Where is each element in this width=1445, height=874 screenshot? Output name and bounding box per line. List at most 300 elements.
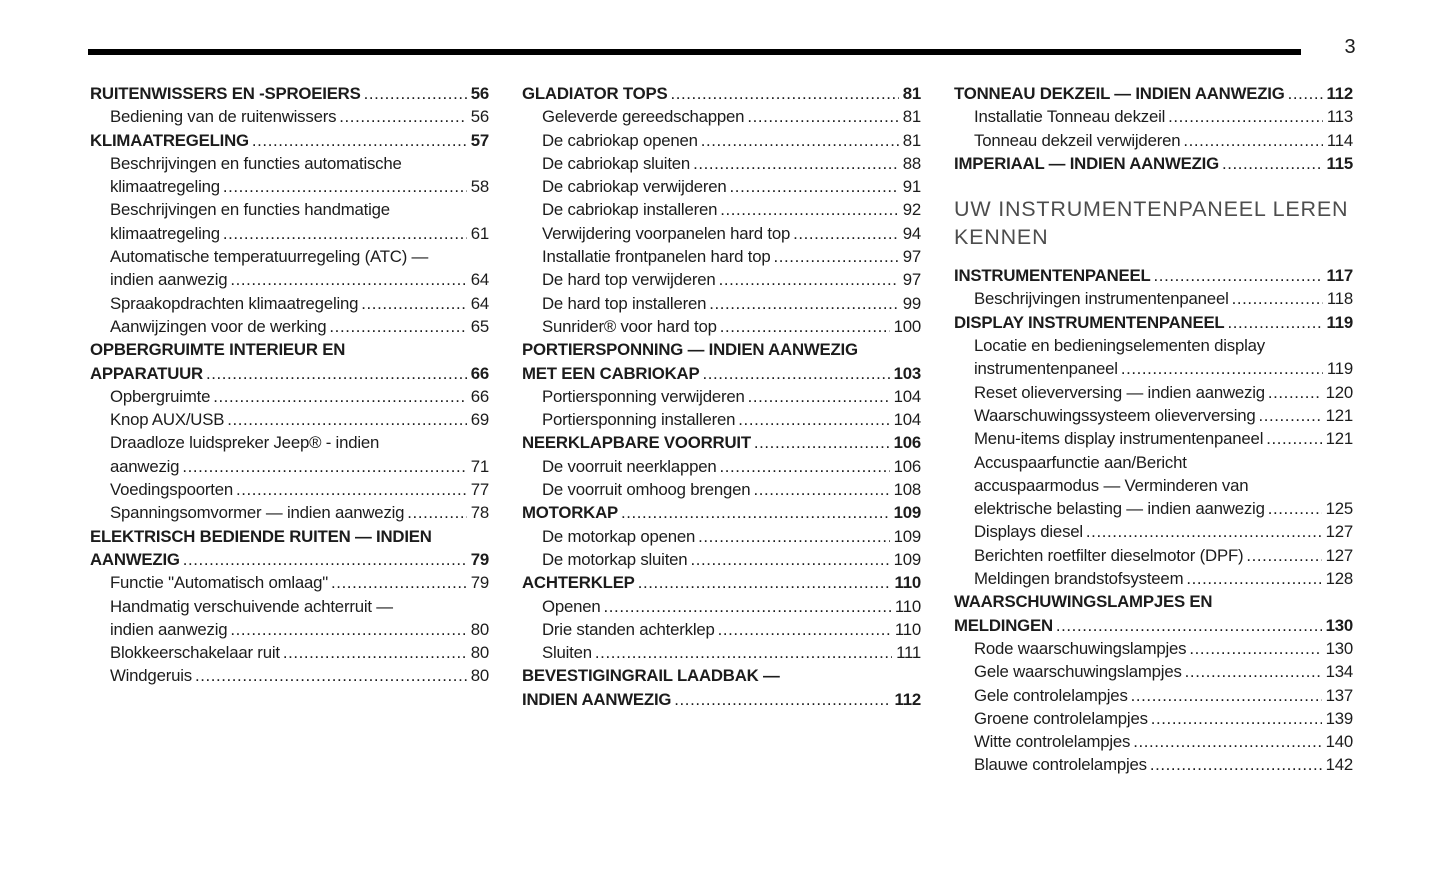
toc-entry: [90, 315, 489, 338]
toc-entry-line: [542, 595, 921, 618]
dot-leader: [182, 455, 466, 478]
toc-entry-page: 134: [1325, 662, 1353, 682]
toc-entry-line: [954, 82, 1353, 105]
toc-entry: [954, 684, 1353, 707]
dot-leader: [206, 362, 467, 385]
toc-entry-page: 111: [896, 643, 921, 663]
toc-entry-line: [954, 590, 1353, 613]
dot-leader: [720, 315, 890, 338]
toc-entry: [954, 520, 1353, 543]
toc-entry-text: Gele waarschuwingslampjes: [974, 662, 1182, 682]
toc-entry-line: [110, 315, 489, 338]
toc-entry-page: 127: [1325, 522, 1353, 542]
toc-entry-line: [522, 82, 921, 105]
toc-entry-text: ELEKTRISCH BEDIENDE RUITEN — INDIEN: [90, 526, 432, 546]
dot-leader: [720, 198, 898, 221]
dot-leader: [730, 175, 899, 198]
toc-entry-text: Witte controlelampjes: [974, 732, 1131, 752]
toc-entry-text: Spanningsomvormer — indien aanwezig: [110, 503, 405, 523]
toc-entry: [522, 478, 921, 501]
toc-entry-page: 56: [470, 107, 489, 127]
toc-entry-page: 119: [1326, 359, 1353, 379]
toc-entry-line: [110, 105, 489, 128]
toc-entry-text: Verwijdering voorpanelen hard top: [542, 223, 791, 243]
dot-leader: [1154, 264, 1323, 287]
toc-entry: [522, 152, 921, 175]
toc-entry-text: Installatie frontpanelen hard top: [542, 247, 771, 267]
toc-entry-page: 125: [1325, 499, 1353, 519]
toc-entry-line: [974, 753, 1353, 776]
toc-entry-page: 97: [902, 247, 921, 267]
dot-leader: [674, 688, 890, 711]
toc-entry-line: [110, 641, 489, 664]
toc-entry: [522, 408, 921, 431]
toc-entry-text: PORTIERSPONNING — INDIEN AANWEZIG: [522, 340, 858, 360]
toc-entry-text: NEERKLAPBARE VOORRUIT: [522, 433, 751, 453]
toc-entry: [90, 501, 489, 524]
toc-entry-line: [542, 245, 921, 268]
toc-entry-page: 110: [894, 619, 921, 639]
toc-entry-line: [954, 224, 1353, 252]
toc-entry-text: ACHTERKLEP: [522, 573, 635, 593]
toc-entry-page: 119: [1326, 312, 1353, 332]
dot-leader: [1228, 311, 1323, 334]
toc-entry-page: 56: [470, 84, 489, 103]
section-heading: [954, 196, 1353, 251]
toc-entry-page: 79: [470, 549, 489, 569]
toc-entry: [90, 431, 489, 478]
dot-leader: [690, 548, 889, 571]
toc-entry: [522, 292, 921, 315]
toc-entry-line: [974, 381, 1353, 404]
dot-leader: [718, 618, 891, 641]
toc-entry-line: [974, 129, 1353, 152]
toc-entry: [522, 245, 921, 268]
toc-entry-line: [542, 641, 921, 664]
toc-entry: [522, 455, 921, 478]
dot-leader: [1268, 381, 1322, 404]
toc-entry: [954, 82, 1353, 105]
dot-leader: [748, 385, 890, 408]
toc-entry-page: 58: [470, 177, 489, 197]
toc-entry-text: Reset olieverversing — indien aanwezig: [974, 382, 1265, 402]
toc-entry-text: Drie standen achterklep: [542, 619, 715, 639]
toc-entry-page: 120: [1325, 382, 1353, 402]
dot-leader: [195, 664, 467, 687]
toc-entry-page: 109: [893, 549, 921, 569]
toc-entry-line: [974, 334, 1353, 357]
toc-entry: [90, 198, 489, 245]
toc-entry-line: [954, 264, 1353, 287]
toc-entry-text: De cabriokap sluiten: [542, 153, 691, 173]
dot-leader: [361, 292, 466, 315]
toc-entry-text: instrumentenpaneel: [974, 359, 1118, 379]
toc-entry-page: 94: [902, 223, 921, 243]
toc-entry-text: Sunrider® voor hard top: [542, 316, 717, 336]
toc-entry-line: [522, 501, 921, 524]
dot-leader: [1232, 287, 1323, 310]
toc-entry-line: [954, 196, 1353, 224]
toc-entry-text: Displays diesel: [974, 522, 1083, 542]
toc-entry: [522, 501, 921, 524]
toc-entry-text: Knop AUX/USB: [110, 410, 225, 430]
toc-entry-page: 109: [893, 526, 921, 546]
toc-entry-line: [974, 684, 1353, 707]
toc-entry-text: MET EEN CABRIOKAP: [522, 363, 700, 383]
toc-entry-line: [974, 730, 1353, 753]
toc-entry-page: 81: [902, 107, 921, 127]
toc-entry: [954, 427, 1353, 450]
toc-entry: [90, 571, 489, 594]
toc-entry: [954, 707, 1353, 730]
toc-entry-line: [90, 525, 489, 548]
toc-entry-line: [110, 222, 489, 245]
dot-leader: [1133, 730, 1321, 753]
toc-entry-line: [542, 222, 921, 245]
dot-leader: [407, 501, 466, 524]
toc-entry-page: 69: [470, 410, 489, 430]
toc-entry-line: [974, 497, 1353, 520]
toc-entry-text: Beschrijvingen instrumentenpaneel: [974, 289, 1229, 309]
toc-entry: [522, 618, 921, 641]
toc-entry-line: [974, 567, 1353, 590]
toc-entry-line: [974, 520, 1353, 543]
toc-entry-text: De voorruit omhoog brengen: [542, 480, 751, 500]
toc-entry-text: TONNEAU DEKZEIL — INDIEN AANWEZIG: [954, 84, 1285, 103]
dot-leader: [753, 478, 889, 501]
dot-leader: [283, 641, 467, 664]
toc-entry-page: 65: [470, 316, 489, 336]
toc-entry: [522, 571, 921, 594]
toc-entry-page: 104: [893, 410, 921, 430]
toc-entry-text: Handmatig verschuivende achterruit —: [110, 596, 393, 616]
toc-entry-line: [542, 315, 921, 338]
toc-entry: [522, 385, 921, 408]
dot-leader: [183, 548, 467, 571]
toc-entry-text: IMPERIAAL — INDIEN AANWEZIG: [954, 153, 1219, 173]
toc-entry-page: 110: [894, 596, 921, 616]
dot-leader: [236, 478, 467, 501]
toc-entry-line: [110, 292, 489, 315]
dot-leader: [1189, 637, 1321, 660]
toc-entry-page: 91: [902, 177, 921, 197]
dot-leader: [709, 292, 898, 315]
toc-entry-line: [90, 548, 489, 571]
toc-entry-line: [522, 571, 921, 594]
toc-entry-text: WAARSCHUWINGSLAMPJES EN: [954, 592, 1213, 612]
toc-entry-text: Beschrijvingen en functies automatische: [110, 153, 402, 173]
toc-entry-line: [90, 362, 489, 385]
toc-entry: [90, 152, 489, 199]
toc-entry-text: Windgeruis: [110, 666, 192, 686]
toc-entry-page: 113: [1326, 107, 1353, 127]
toc-entry: [522, 338, 921, 385]
toc-entry-page: 139: [1325, 708, 1353, 728]
toc-entry-page: 130: [1325, 615, 1353, 635]
toc-entry: [954, 287, 1353, 310]
toc-entry-text: De hard top installeren: [542, 293, 707, 313]
toc-entry-line: [542, 105, 921, 128]
toc-entry-line: [542, 478, 921, 501]
toc-entry-text: Gele controlelampjes: [974, 685, 1128, 705]
toc-entry-line: [110, 618, 489, 641]
toc-entry-line: [522, 431, 921, 454]
toc-entry-text: De voorruit neerklappen: [542, 456, 717, 476]
toc-entry-page: 57: [470, 130, 489, 150]
toc-entry-text: De cabriokap openen: [542, 130, 698, 150]
dot-leader: [230, 618, 466, 641]
toc-entry-line: [954, 311, 1353, 334]
toc-entry-line: [974, 105, 1353, 128]
toc-entry: [90, 595, 489, 642]
toc-entry-line: [110, 245, 489, 268]
toc-entry: [90, 525, 489, 572]
toc-entry-page: 106: [893, 456, 921, 476]
toc-entry: [90, 105, 489, 128]
toc-entry: [954, 105, 1353, 128]
toc-entry-page: 80: [470, 619, 489, 639]
toc-entry-text: Menu-items display instrumentenpaneel: [974, 429, 1264, 449]
dot-leader: [339, 105, 466, 128]
toc-entry-line: [974, 357, 1353, 380]
dot-leader: [719, 268, 899, 291]
toc-entry-text: MOTORKAP: [522, 503, 618, 523]
toc-entry-line: [110, 152, 489, 175]
toc-entry-line: [974, 427, 1353, 450]
toc-entry-text: Locatie en bedieningselementen display: [974, 336, 1265, 356]
toc-entry-text: Berichten roetfilter dieselmotor (DPF): [974, 545, 1244, 565]
toc-entry-line: [542, 292, 921, 315]
toc-entry-text: Geleverde gereedschappen: [542, 107, 745, 127]
toc-entry-text: KENNEN: [954, 224, 1049, 249]
toc-entry-text: Blokkeerschakelaar ruit: [110, 643, 280, 663]
toc-entry-text: Sluiten: [542, 643, 592, 663]
toc-entry: [522, 268, 921, 291]
dot-leader: [227, 408, 467, 431]
toc-entry-line: [542, 455, 921, 478]
toc-entry-text: Portiersponning installeren: [542, 410, 736, 430]
toc-entry-page: 66: [470, 386, 489, 406]
toc-entry-text: KLIMAATREGELING: [90, 130, 249, 150]
toc-entry-page: 97: [902, 270, 921, 290]
toc-entry-text: De hard top verwijderen: [542, 270, 716, 290]
dot-leader: [1131, 684, 1322, 707]
toc-entry: [954, 730, 1353, 753]
toc-entry-line: [110, 408, 489, 431]
toc-entry: [522, 129, 921, 152]
toc-entry-page: 109: [893, 503, 921, 523]
dot-leader: [738, 408, 889, 431]
toc-entry: [954, 544, 1353, 567]
dot-leader: [230, 268, 466, 291]
toc-column-1: [90, 82, 489, 777]
toc-entry: [954, 152, 1353, 175]
toc-entry-page: 80: [470, 666, 489, 686]
toc-entry-text: DISPLAY INSTRUMENTENPANEEL: [954, 312, 1225, 332]
toc-entry-page: 66: [470, 363, 489, 383]
toc-entry-line: [974, 451, 1353, 474]
dot-leader: [701, 129, 899, 152]
toc-entry-page: 121: [1325, 405, 1353, 425]
toc-entry: [90, 245, 489, 292]
toc-entry-line: [110, 431, 489, 454]
toc-entry-page: 64: [470, 293, 489, 313]
toc-entry: [90, 292, 489, 315]
toc-entry-text: De motorkap sluiten: [542, 549, 688, 569]
toc-entry: [522, 548, 921, 571]
dot-leader: [702, 362, 889, 385]
toc-entry: [954, 637, 1353, 660]
toc-entry-line: [954, 152, 1353, 175]
toc-entry-line: [110, 198, 489, 221]
dot-leader: [1259, 404, 1322, 427]
toc-entry-text: Functie "Automatisch omlaag": [110, 573, 329, 593]
dot-leader: [223, 222, 467, 245]
toc-entry-line: [522, 688, 921, 711]
toc-entry-page: 106: [893, 433, 921, 453]
toc-entry-text: INDIEN AANWEZIG: [522, 689, 672, 709]
toc-entry-line: [542, 198, 921, 221]
toc-entry: [522, 222, 921, 245]
dot-leader: [329, 315, 466, 338]
dot-leader: [747, 105, 898, 128]
toc-entry-line: [110, 455, 489, 478]
dot-leader: [1288, 82, 1323, 105]
toc-entry: [90, 641, 489, 664]
dot-leader: [1185, 660, 1322, 683]
toc-entry-line: [542, 129, 921, 152]
toc-entry: [954, 590, 1353, 637]
toc-entry: [522, 105, 921, 128]
toc-entry-text: indien aanwezig: [110, 619, 228, 639]
toc-entry-line: [542, 548, 921, 571]
toc-entry-line: [542, 152, 921, 175]
toc-entry: [522, 641, 921, 664]
dot-leader: [1268, 497, 1322, 520]
dot-leader: [693, 152, 899, 175]
toc-entry-line: [90, 129, 489, 152]
dot-leader: [223, 175, 467, 198]
toc-entry-text: Portiersponning verwijderen: [542, 386, 745, 406]
toc-entry-page: 103: [893, 363, 921, 383]
toc-entry-text: De motorkap openen: [542, 526, 696, 546]
toc-entry-text: Installatie Tonneau dekzeil: [974, 107, 1166, 127]
toc-entry-line: [110, 571, 489, 594]
dot-leader: [774, 245, 899, 268]
toc-entry-page: 61: [470, 223, 489, 243]
toc-entry-page: 81: [902, 84, 921, 103]
dot-leader: [364, 82, 467, 105]
toc-entry-line: [110, 501, 489, 524]
toc-entry-text: Beschrijvingen en functies handmatige: [110, 200, 390, 220]
dot-leader: [720, 455, 890, 478]
toc-entry-text: Groene controlelampjes: [974, 708, 1148, 728]
dot-leader: [1266, 427, 1321, 450]
page-number: 3: [1344, 36, 1356, 58]
toc-entry-line: [110, 175, 489, 198]
toc-entry-page: 81: [902, 130, 921, 150]
toc-entry-text: RUITENWISSERS EN -SPROEIERS: [90, 84, 361, 103]
toc-entry: [522, 315, 921, 338]
toc-entry-line: [542, 618, 921, 641]
toc-entry-text: OPBERGRUIMTE INTERIEUR EN: [90, 340, 346, 360]
toc-entry-text: Draadloze luidspreker Jeep® - indien: [110, 433, 380, 453]
toc-entry-page: 80: [470, 643, 489, 663]
toc-entry-page: 64: [470, 270, 489, 290]
toc-entry-line: [110, 478, 489, 501]
toc-entry-text: indien aanwezig: [110, 270, 228, 290]
toc-entry: [90, 664, 489, 687]
toc-entry-line: [974, 474, 1353, 497]
toc-entry-page: 79: [470, 573, 489, 593]
toc-entry: [522, 525, 921, 548]
toc-entry-page: 115: [1326, 153, 1353, 173]
toc-entry-line: [90, 82, 489, 105]
dot-leader: [1186, 567, 1321, 590]
toc-entry-page: 128: [1325, 569, 1353, 589]
toc-entry: [522, 431, 921, 454]
toc-entry-text: GLADIATOR TOPS: [522, 84, 668, 103]
dot-leader: [595, 641, 892, 664]
toc-entry-text: aanwezig: [110, 456, 180, 476]
toc-entry: [954, 381, 1353, 404]
dot-leader: [604, 595, 891, 618]
toc-entry-page: 71: [470, 456, 489, 476]
toc-entry-line: [954, 614, 1353, 637]
toc-entry: [90, 129, 489, 152]
toc-entry: [522, 198, 921, 221]
toc-entry-page: 99: [902, 293, 921, 313]
toc-entry-page: 110: [894, 573, 921, 593]
toc-entry-line: [542, 385, 921, 408]
toc-entry-line: [110, 595, 489, 618]
toc-entry-text: Accuspaarfunctie aan/Bericht: [974, 452, 1187, 472]
toc-entry-text: Opbergruimte: [110, 386, 211, 406]
toc-entry-page: 121: [1325, 429, 1353, 449]
dot-leader: [1246, 544, 1321, 567]
toc-entry-text: De cabriokap verwijderen: [542, 177, 727, 197]
toc-entry: [522, 664, 921, 711]
toc-entry-line: [542, 408, 921, 431]
dot-leader: [793, 222, 899, 245]
toc-entry: [954, 334, 1353, 381]
toc-entry-page: 112: [894, 689, 921, 709]
toc-entry-page: 88: [902, 153, 921, 173]
toc-entry: [954, 753, 1353, 776]
toc-entry-page: 114: [1326, 130, 1353, 150]
toc-entry: [90, 338, 489, 385]
toc-entry-page: 130: [1325, 638, 1353, 658]
toc-entry-page: 108: [893, 480, 921, 500]
toc-entry-text: APPARATUUR: [90, 363, 203, 383]
toc-entry-text: AANWEZIG: [90, 549, 180, 569]
dot-leader: [1168, 105, 1323, 128]
toc-entry: [522, 82, 921, 105]
toc-entry-page: 78: [470, 503, 489, 523]
toc-entry-page: 104: [893, 386, 921, 406]
toc-entry-page: 140: [1325, 732, 1353, 752]
toc-entry: [954, 264, 1353, 287]
toc-entry-line: [542, 525, 921, 548]
toc-entry-page: 92: [902, 200, 921, 220]
toc-entry-line: [974, 404, 1353, 427]
toc-entry-page: 142: [1325, 755, 1353, 775]
toc-column-3: [954, 82, 1353, 777]
toc-entry-text: accuspaarmodus — Verminderen van: [974, 475, 1249, 495]
toc-entry-line: [522, 362, 921, 385]
toc-entry: [954, 129, 1353, 152]
toc-column-2: [522, 82, 921, 777]
